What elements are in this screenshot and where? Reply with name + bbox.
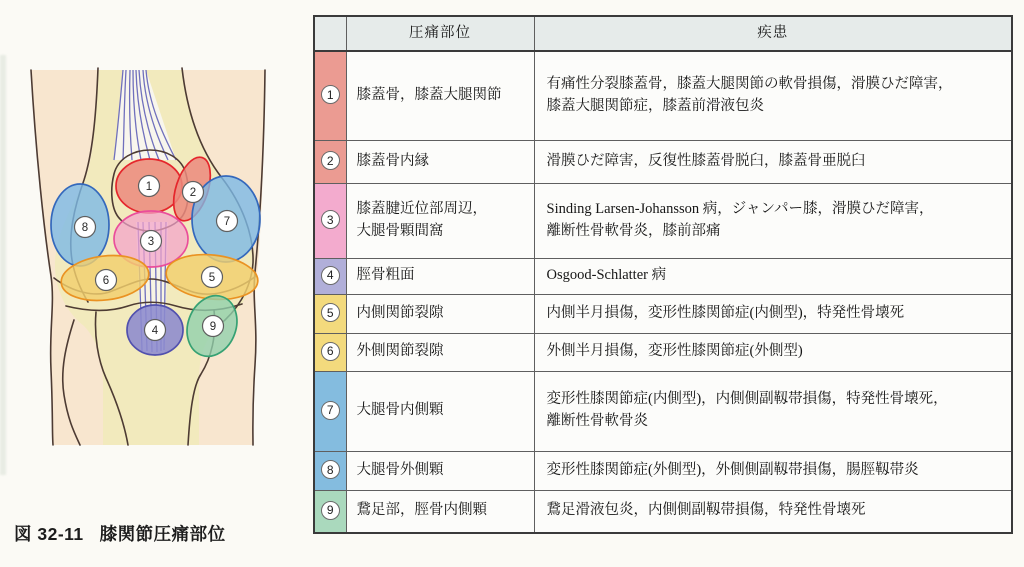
svg-text:6: 6 bbox=[102, 275, 110, 287]
table-row bbox=[314, 451, 1012, 490]
table-row bbox=[314, 333, 1012, 371]
svg-text:3: 3 bbox=[147, 236, 155, 248]
region-number-badge: 2 bbox=[321, 151, 340, 170]
tenderness-site: 脛骨粗面 bbox=[346, 258, 534, 294]
region-badge-7 bbox=[217, 211, 238, 232]
diseases: 鵞足滑液包炎，内側側副靱帯損傷，特発性骨壊死 bbox=[534, 490, 1012, 533]
figure-number: 図 32-11 bbox=[14, 524, 84, 544]
region-number-badge: 7 bbox=[321, 401, 340, 420]
scan-edge-shadow bbox=[0, 55, 6, 475]
svg-text:2: 2 bbox=[189, 187, 197, 199]
region-number-badge: 9 bbox=[321, 501, 340, 520]
region-number-badge: 4 bbox=[321, 266, 340, 285]
region-badge-3 bbox=[141, 231, 162, 252]
knee-illustration bbox=[8, 60, 308, 450]
region-badge-6 bbox=[96, 270, 117, 291]
diseases: 滑膜ひだ障害，反復性膝蓋骨脱臼，膝蓋骨亜脱臼 bbox=[534, 140, 1012, 183]
region-number-cell bbox=[314, 140, 346, 183]
table-row bbox=[314, 140, 1012, 183]
region-number-cell bbox=[314, 333, 346, 371]
region-number-cell bbox=[314, 51, 346, 140]
region-number-badge: 5 bbox=[321, 303, 340, 322]
table-row bbox=[314, 183, 1012, 258]
tenderness-site: 大腿骨内側顆 bbox=[346, 371, 534, 451]
knee-figure bbox=[8, 60, 308, 450]
tenderness-site: 鵞足部，脛骨内側顆 bbox=[346, 490, 534, 533]
tenderness-site: 外側関節裂隙 bbox=[346, 333, 534, 371]
region-badge-8 bbox=[75, 217, 96, 238]
tenderness-site: 膝蓋骨内縁 bbox=[346, 140, 534, 183]
region-number-badge: 8 bbox=[321, 460, 340, 479]
table-row bbox=[314, 294, 1012, 333]
corner-header-cell bbox=[314, 16, 346, 51]
region-number-cell bbox=[314, 371, 346, 451]
diseases: 内側半月損傷，変形性膝関節症(内側型)，特発性骨壊死 bbox=[534, 294, 1012, 333]
svg-text:4: 4 bbox=[151, 325, 159, 337]
diseases: 変形性膝関節症(外側型)，外側側副靱帯損傷，腸脛靱帯炎 bbox=[534, 451, 1012, 490]
region-badge-1 bbox=[139, 176, 160, 197]
figure-title: 膝関節圧痛部位 bbox=[99, 524, 226, 544]
region-badge-5 bbox=[202, 267, 223, 288]
table-header-row bbox=[314, 16, 1012, 51]
region-badge-9 bbox=[203, 316, 224, 337]
diseases: 有痛性分裂膝蓋骨，膝蓋大腿関節の軟骨損傷，滑膜ひだ障害， 膝蓋大腿関節症，膝蓋前滑液包炎 bbox=[534, 51, 1012, 140]
tenderness-site: 膝蓋骨，膝蓋大腿関節 bbox=[346, 51, 534, 140]
figure-caption bbox=[14, 521, 226, 546]
region-number-badge: 3 bbox=[321, 210, 340, 229]
tenderness-site: 内側関節裂隙 bbox=[346, 294, 534, 333]
table-row bbox=[314, 371, 1012, 451]
table-row bbox=[314, 490, 1012, 533]
svg-text:7: 7 bbox=[223, 216, 231, 228]
region-badge-2 bbox=[183, 182, 204, 203]
table-row bbox=[314, 258, 1012, 294]
table-row bbox=[314, 51, 1012, 140]
site-column-header: 圧痛部位 bbox=[346, 16, 534, 51]
region-number-cell bbox=[314, 183, 346, 258]
svg-text:5: 5 bbox=[208, 272, 216, 284]
diseases: Sinding Larsen-Johansson 病，ジャンパー膝，滑膜ひだ障害， 離断性骨軟骨炎，膝前部痛 bbox=[534, 183, 1012, 258]
region-number-badge: 1 bbox=[321, 85, 340, 104]
region-badge-4 bbox=[145, 320, 166, 341]
tenderness-site: 膝蓋腱近位部周辺， 大腿骨顆間窩 bbox=[346, 183, 534, 258]
region-number-badge: 6 bbox=[321, 342, 340, 361]
diseases: 変形性膝関節症(内側型)，内側側副靱帯損傷，特発性骨壊死， 離断性骨軟骨炎 bbox=[534, 371, 1012, 451]
svg-text:9: 9 bbox=[209, 321, 217, 333]
region-number-cell bbox=[314, 294, 346, 333]
region-number-cell bbox=[314, 451, 346, 490]
svg-text:8: 8 bbox=[81, 222, 89, 234]
region-number-cell bbox=[314, 490, 346, 533]
region-number-cell bbox=[314, 258, 346, 294]
diseases: Osgood-Schlatter 病 bbox=[534, 258, 1012, 294]
diseases: 外側半月損傷，変形性膝関節症(外側型) bbox=[534, 333, 1012, 371]
svg-text:1: 1 bbox=[145, 181, 153, 193]
disease-column-header: 疾患 bbox=[534, 16, 1012, 51]
tenderness-site: 大腿骨外側顆 bbox=[346, 451, 534, 490]
tenderness-table bbox=[313, 15, 1013, 534]
